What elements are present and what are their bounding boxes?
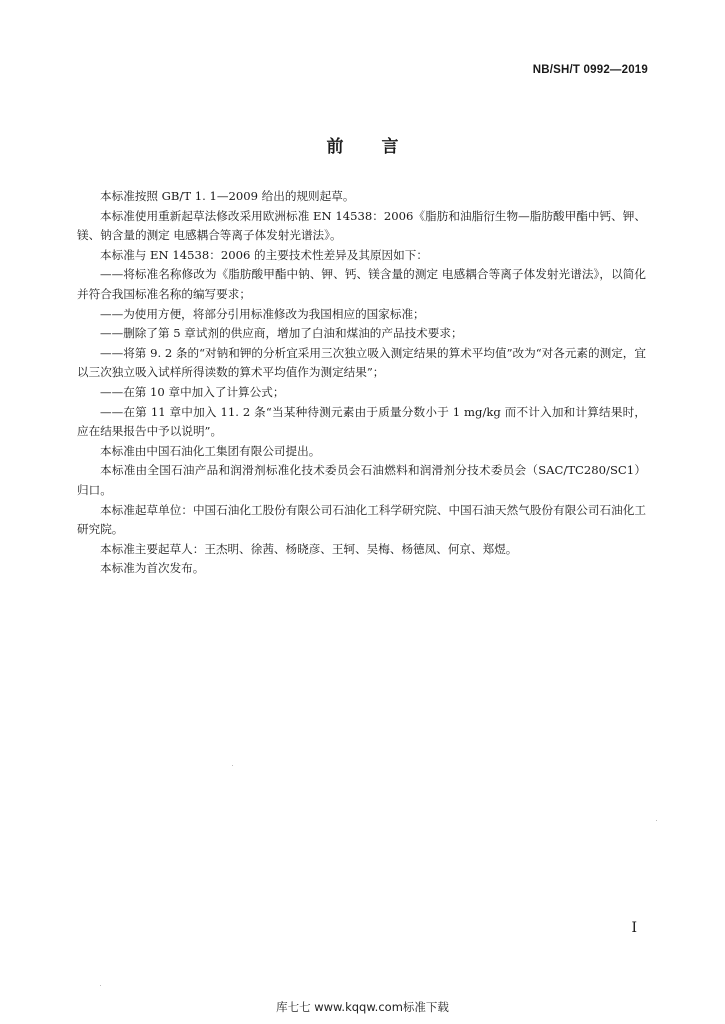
paragraph: 本标准由中国石油化工集团有限公司提出。: [100, 443, 321, 458]
paragraph: ——将第 9. 2 条的“对钠和钾的分析宜采用三次独立吸入测定结果的算术平均值”改为“对各元素的测定，宜以三次独立吸入试样所得读数的算术平均值作为测定结果”；: [77, 345, 646, 380]
paragraph: 本标准由全国石油产品和润滑剂标准化技术委员会石油燃料和润滑剂分技术委员会（SAC/TC280/SC1）归口。: [77, 463, 646, 497]
paragraph: 本标准为首次发布。: [100, 561, 205, 576]
paragraph: ——在第 10 章中加入了计算公式；: [100, 384, 285, 399]
page-number: I: [631, 920, 637, 936]
paragraph: 本标准使用重新起草法修改采用欧洲标准 EN 14538：2006《脂肪和油脂衍生物—脂肪酸甲酯中钙、钾、镁、钠含量的测定 电感耦合等离子体发射光谱法》。: [77, 208, 646, 243]
scan-speck: [100, 985, 101, 986]
footer-watermark: 库七七 www.kqqw.com标准下载: [276, 1000, 449, 1014]
paragraph: 本标准主要起草人：王杰明、徐茜、杨晓彦、王轲、吴梅、杨德凤、何京、郑煜。: [100, 541, 518, 556]
paragraph: ——删除了第 5 章试剂的供应商，增加了白油和煤油的产品技术要求；: [100, 326, 463, 341]
paragraph: ——在第 11 章中加入 11. 2 条“当某种待测元素由于质量分数小于 1 mg/kg 而不计入加和计算结果时，应在结果报告中予以说明”。: [77, 404, 646, 439]
paragraph: 本标准与 EN 14538：2006 的主要技术性差异及其原因如下：: [100, 247, 428, 262]
standard-code: NB/SH/T 0992—2019: [532, 64, 648, 76]
page-title: 前言: [326, 137, 437, 157]
paragraph: ——为使用方便，将部分引用标准修改为我国相应的国家标准；: [100, 306, 425, 321]
paragraph: 本标准按照 GB/T 1. 1—2009 给出的规则起草。: [100, 189, 355, 203]
paragraph: ——将标准名称修改为《脂肪酸甲酯中钠、钾、钙、镁含量的测定 电感耦合等离子体发射光谱法》，以简化并符合我国标准名称的编写要求；: [77, 267, 646, 301]
scan-speck: [656, 820, 657, 821]
paragraph: 本标准起草单位：中国石油化工股份有限公司石油化工科学研究院、中国石油天然气股份有限公司石油化工研究院。: [77, 502, 646, 537]
foreword-body: [77, 187, 646, 579]
scan-speck: [232, 765, 233, 766]
